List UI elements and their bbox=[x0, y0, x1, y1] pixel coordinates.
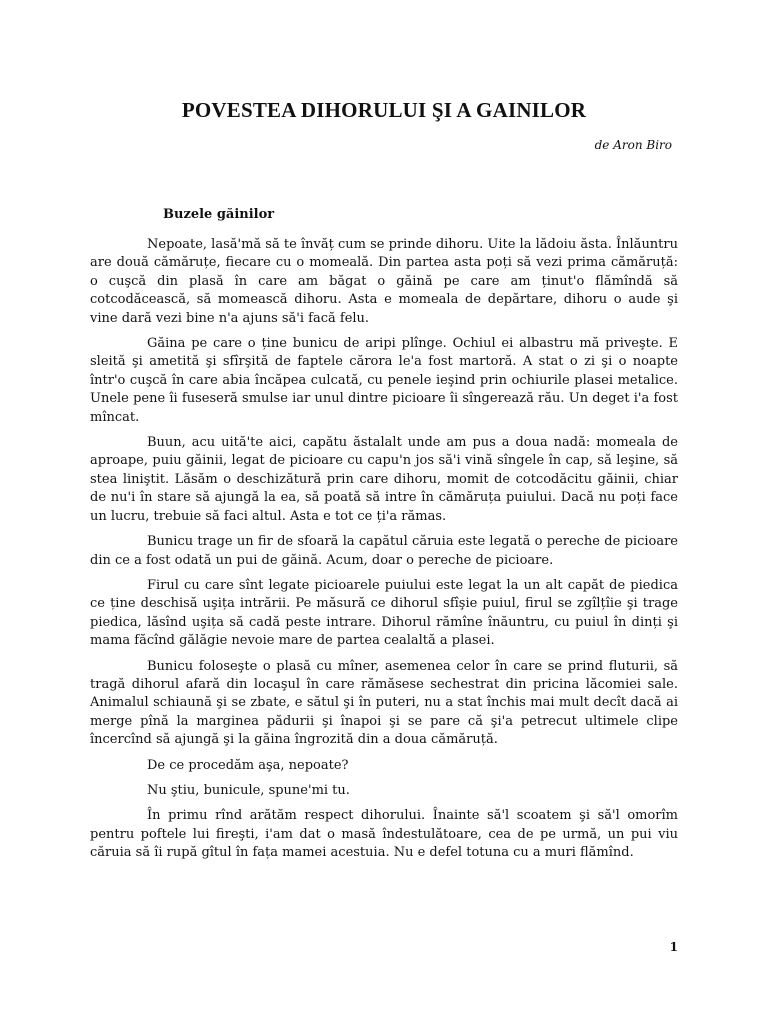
author-byline: de Aron Biro bbox=[594, 138, 672, 152]
paragraph: Buun, acu uită'te aici, capătu ăstalalt unde am pus a doua nadă: momeala de aproape, puiu găinii, legat de picioare cu capu'n jos să'i vină sîngele în cap, să leşine, să stea liniştit. Lăsăm o deschizătură prin care dihoru, momit de cotcodăcitu găinii, chiar de nu'i în stare să ajungă la ea, să poată să intre în cămăruța puiului. Dacă nu poți face un lucru, trebuie să faci altul. Asta e tot ce ți'a rămas. bbox=[90, 435, 678, 524]
paragraph: Bunicu foloseşte o plasă cu mîner, asemenea celor în care se prind fluturii, să tragă dihorul afară din locaşul în care rămăsese sechestrat din pricina lăcomiei sale. Animalul schiaună şi se zbate, e sătul şi în puteri, nu a stat închis mai mult decît dacă ai merge pînă la marginea pădurii şi înapoi şi se pare că şi'a petrecut ultimele clipe încercînd să ajungă şi la găina îngrozită din a doua cămăruță. bbox=[90, 658, 678, 748]
paragraph: Nu ştiu, bunicule, spune'mi tu. bbox=[147, 782, 350, 798]
paragraph: Nepoate, lasă'mă să te învăț cum se prinde dihoru. Uite la lădoiu ăsta. Înlăuntru are două cămăruțe, fiecare cu o momeală. Din partea asta poți să vezi prima cămăruță: o cuşcă din plasă în care am băgat o găină pe care am ținut'o flămîndă să cotcodăcească, să momească dihoru. Asta e momeala de depărtare, dihoru o aude şi vine dară vezi bine n'a ajuns să'i facă felu. bbox=[90, 237, 678, 326]
paragraph: Bunicu trage un fir de sfoară la capătul căruia este legată o pereche de picioare din ce a fost odată un pui de găină. Acum, doar o pereche de picioare. bbox=[90, 534, 678, 568]
document-title: POVESTEA DIHORULUI ŞI A GAINILOR bbox=[181, 98, 587, 122]
body-text bbox=[90, 236, 678, 870]
paragraph: În primu rînd arătăm respect dihorului. Înainte să'l scoatem şi să'l omorîm pentru poftele lui fireşti, i'am dat o masă îndestulătoare, cea de pe urmă, un pui viu căruia să îi rupă gîtul în fața mamei acestuia. Nu e defel totuna cu a muri flămînd. bbox=[90, 808, 678, 861]
page-number: 1 bbox=[669, 940, 678, 954]
paragraph: Firul cu care sînt legate picioarele puiului este legat la un alt capăt de piedica ce ține deschisă uşița intrării. Pe măsură ce dihorul sfîşie puiul, firul se zgîlțîie şi trage piedica, lăsînd uşița să cadă peste intrare. Dihorul rămîne înăuntru, cu puiul în dinți şi mama făcînd gălăgie nevoie mare de partea cealaltă a plasei. bbox=[90, 577, 678, 649]
paragraph: De ce procedăm aşa, nepoate? bbox=[147, 757, 349, 773]
section-heading: Buzele găinilor bbox=[163, 207, 275, 222]
paragraph: Găina pe care o ține bunicu de aripi plînge. Ochiul ei albastru mă priveşte. E sleită şi ametită şi sfîrşită de faptele cărora le'a fost martoră. A stat o zi şi o noapte într'o cuşcă în care abia încăpea culcată, cu penele ieşind prin ochiurile plasei metalice. Unele pene îi fuseseră smulse iar unul dintre picioare îi sîngerează rău. Un deget i'a fost mîncat. bbox=[90, 336, 678, 425]
